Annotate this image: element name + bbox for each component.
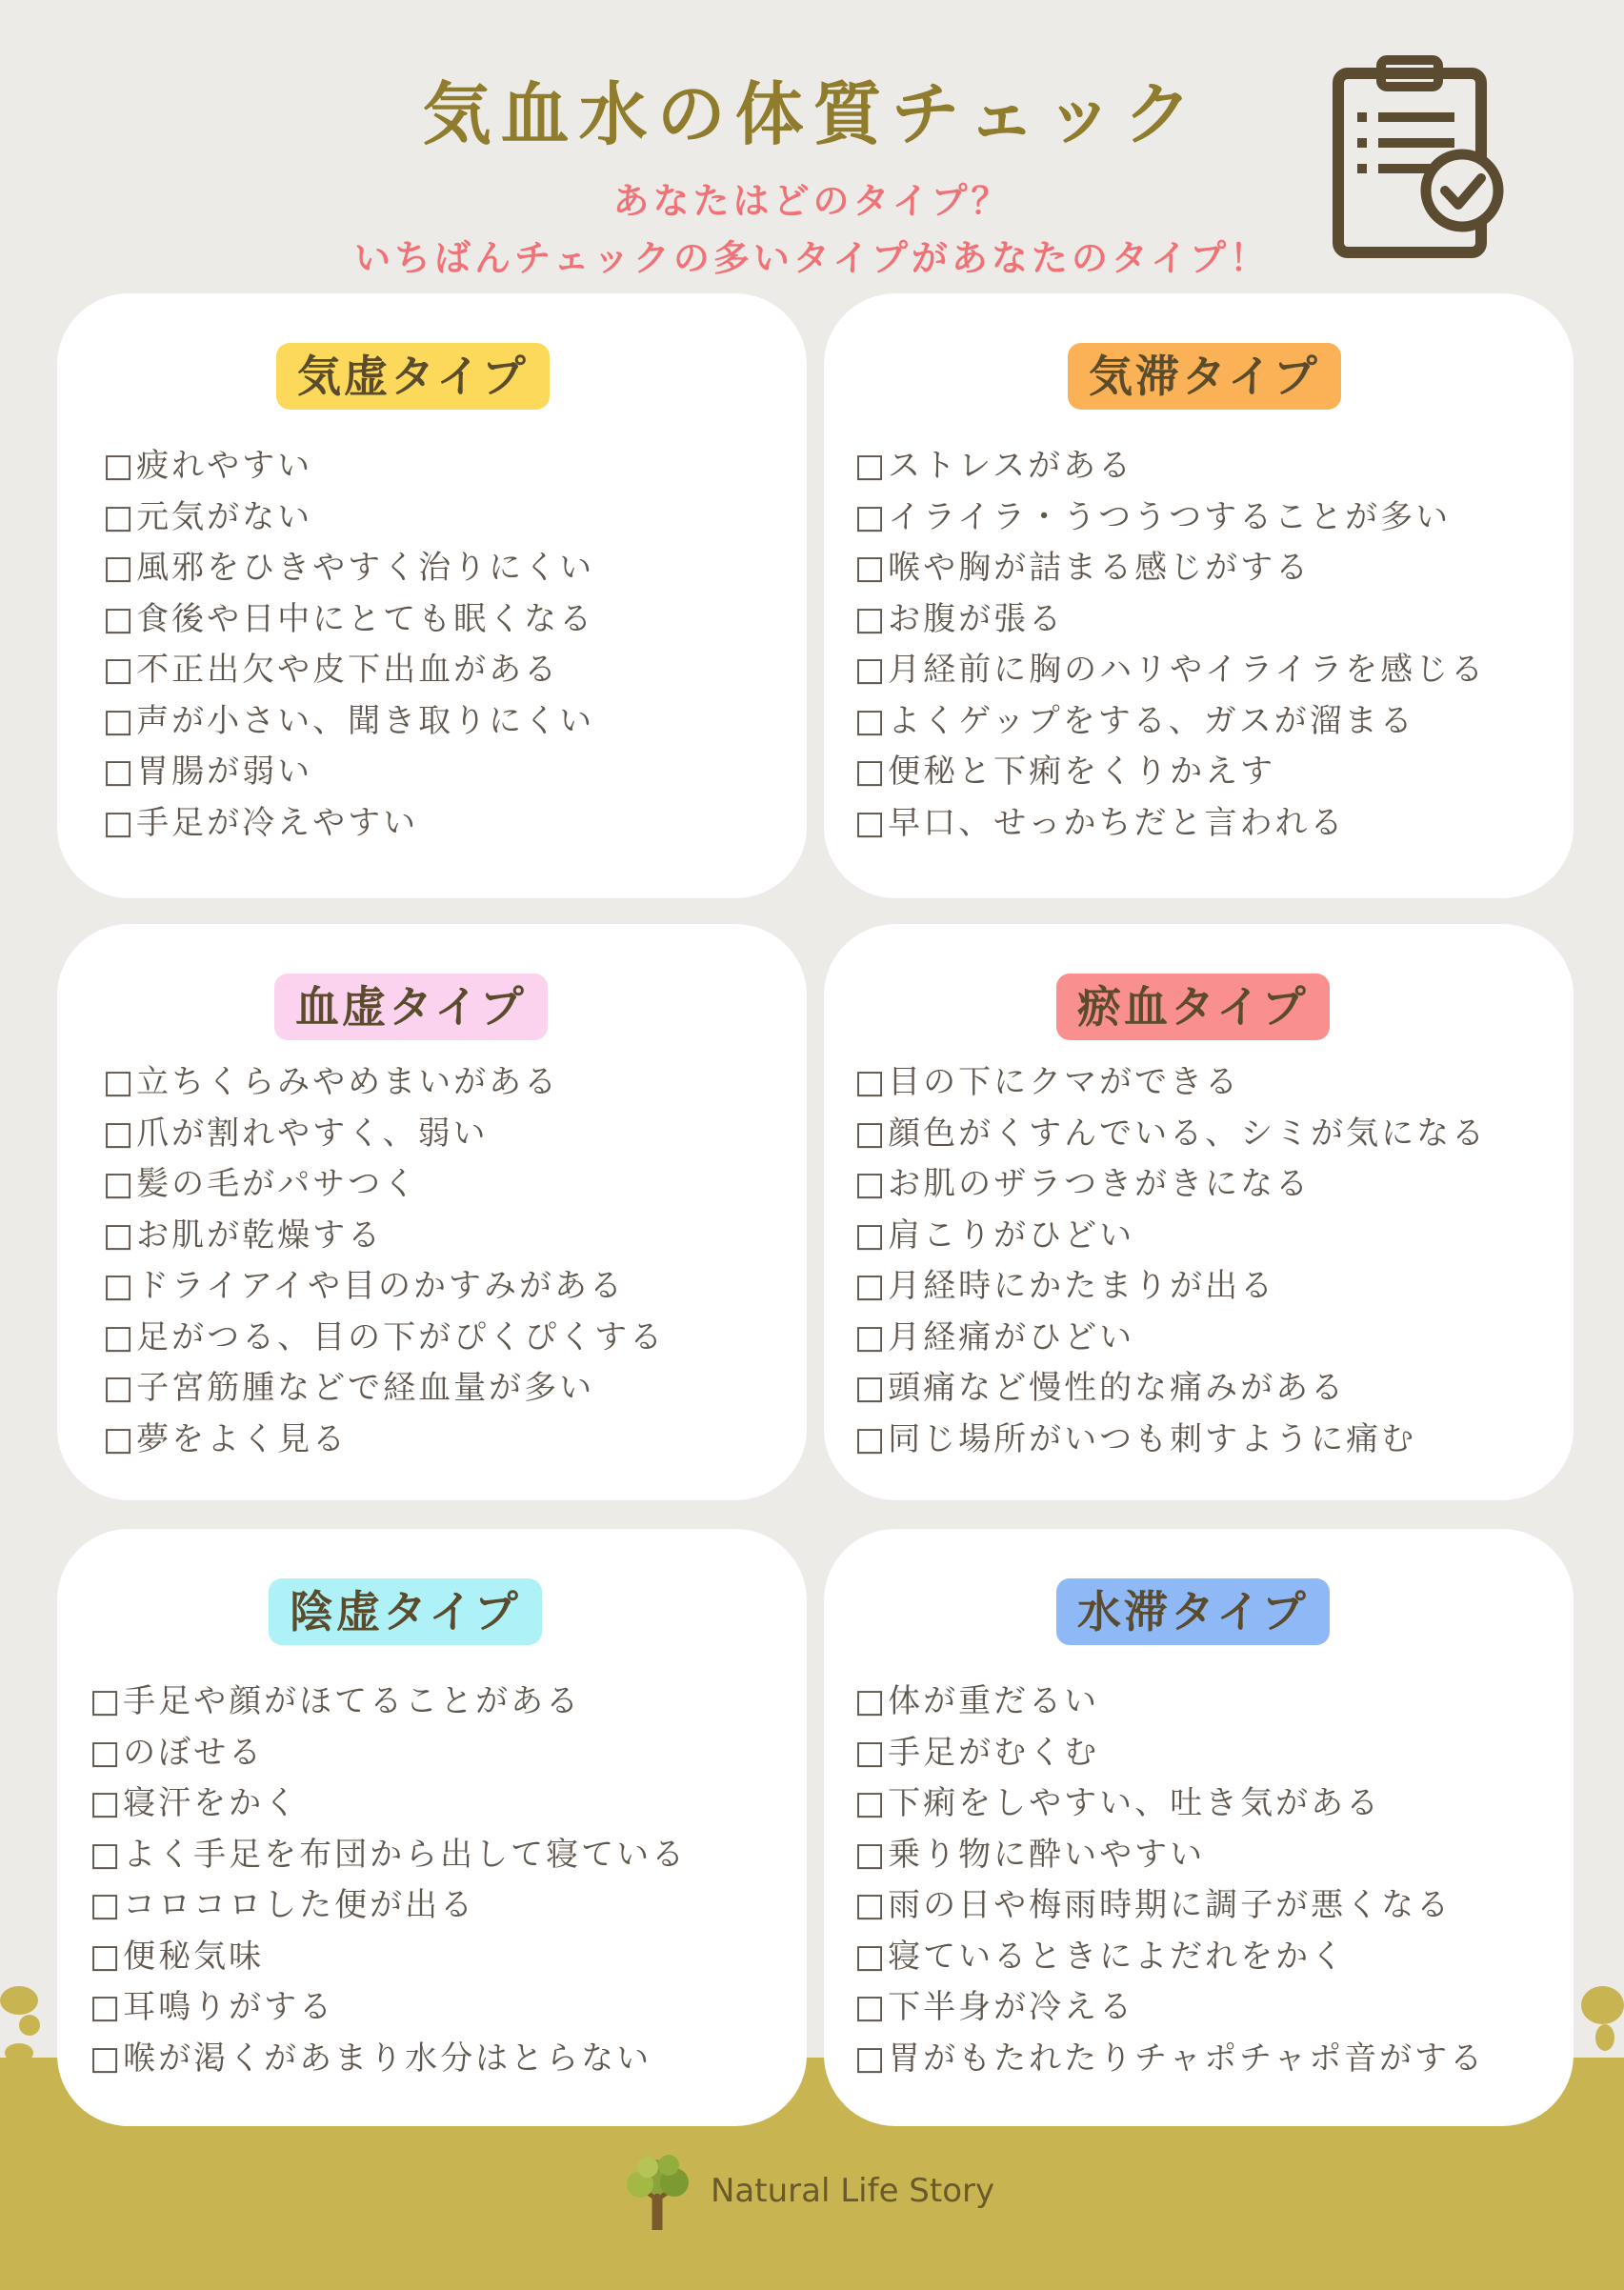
check-item[interactable]: □手足が冷えやすい <box>103 803 419 842</box>
check-item[interactable]: □早口、せっかちだと言われる <box>854 803 1346 842</box>
check-item[interactable]: □便秘気味 <box>90 1937 265 1976</box>
check-item[interactable]: □下半身が冷える <box>854 1988 1135 2026</box>
check-item[interactable]: □元気がない <box>103 497 313 536</box>
check-item[interactable]: □雨の日や梅雨時期に調子が悪くなる <box>854 1886 1453 1924</box>
check-item[interactable]: □喉が渇くがあまり水分はとらない <box>90 2039 652 2078</box>
card-oketsu <box>824 924 1574 1500</box>
check-item[interactable]: □頭痛など慢性的な痛みがある <box>854 1369 1347 1407</box>
clipboard-check-icon <box>1329 52 1519 262</box>
check-item[interactable]: □お腹が張る <box>854 599 1065 638</box>
check-item[interactable]: □寝汗をかく <box>90 1784 300 1822</box>
check-item[interactable]: □耳鳴りがする <box>90 1988 335 2026</box>
check-item[interactable]: □目の下にクマができる <box>854 1063 1241 1101</box>
type-badge: 気滞タイプ <box>1068 343 1341 410</box>
check-item[interactable]: □同じ場所がいつも刺すように痛む <box>854 1419 1417 1458</box>
type-badge: 気虚タイプ <box>276 343 550 410</box>
checklist <box>854 441 1486 849</box>
check-item[interactable]: □立ちくらみやめまいがある <box>103 1063 560 1101</box>
card-kekkyo <box>57 924 807 1500</box>
check-item[interactable]: □手足がむくむ <box>854 1733 1100 1772</box>
card-kitai <box>824 293 1574 898</box>
check-item[interactable]: □乗り物に酔いやすい <box>854 1835 1206 1874</box>
check-item[interactable]: □風邪をひきやすく治りにくい <box>103 549 595 587</box>
check-item[interactable]: □月経前に胸のハリやイライラを感じる <box>854 651 1487 689</box>
check-item[interactable]: □体が重だるい <box>854 1682 1100 1720</box>
tree-icon <box>619 2150 695 2232</box>
check-item[interactable]: □お肌が乾燥する <box>103 1215 384 1255</box>
paint-splash <box>1581 1986 1624 2024</box>
check-item[interactable]: □夢をよく見る <box>103 1419 349 1458</box>
card-kikyo <box>57 293 807 898</box>
check-item[interactable]: □食後や日中にとても眠くなる <box>103 599 595 638</box>
type-badge: 陰虚タイプ <box>269 1578 542 1645</box>
paint-splash <box>0 1986 38 2015</box>
paint-splash <box>1595 2024 1614 2051</box>
checklist <box>854 1677 1485 2084</box>
page-subtitle: あなたはどのタイプ？ <box>612 180 1012 222</box>
check-item[interactable]: □髪の毛がパサつく <box>103 1165 419 1203</box>
card-inkyo <box>57 1529 807 2126</box>
type-badge: 水滞タイプ <box>1056 1578 1330 1645</box>
check-item[interactable]: □子宮筋腫などで経血量が多い <box>103 1369 595 1407</box>
check-item[interactable]: □下痢をしやすい、吐き気がある <box>854 1784 1382 1822</box>
check-item[interactable]: □顔色がくすんでいる、シミが気になる <box>854 1114 1488 1153</box>
check-item[interactable]: □足がつる、目の下がぴくぴくする <box>103 1317 666 1356</box>
check-item[interactable]: □お肌のザラつきがきになる <box>854 1165 1312 1203</box>
check-item[interactable]: □声が小さい、聞き取りにくい <box>103 701 595 740</box>
check-item[interactable]: □疲れやすい <box>103 447 313 485</box>
paint-splash <box>19 2015 40 2036</box>
check-item[interactable]: □ドライアイや目のかすみがある <box>103 1267 626 1305</box>
check-item[interactable]: □コロコロした便が出る <box>90 1886 476 1924</box>
check-item[interactable]: □月経時にかたまりが出る <box>854 1267 1276 1305</box>
type-badge: 瘀血タイプ <box>1056 974 1330 1040</box>
check-item[interactable]: □イライラ・うつうつすることが多い <box>854 497 1452 536</box>
check-item[interactable]: □便秘と下痢をくりかえす <box>854 753 1276 791</box>
check-item[interactable]: □月経痛がひどい <box>854 1317 1135 1356</box>
checklist <box>103 441 594 849</box>
brand-logo <box>619 2148 994 2234</box>
check-item[interactable]: □胃腸が弱い <box>103 753 313 791</box>
check-item[interactable]: □寝ているときによだれをかく <box>854 1937 1347 1976</box>
checklist <box>103 1057 665 1465</box>
checklist <box>854 1057 1487 1465</box>
check-item[interactable]: □喉や胸が詰まる感じがする <box>854 549 1312 587</box>
check-item[interactable]: □よくゲップをする、ガスが溜まる <box>854 701 1415 740</box>
check-item[interactable]: □胃がもたれたりチャポチャポ音がする <box>854 2039 1486 2078</box>
check-item[interactable]: □肩こりがひどい <box>854 1215 1135 1255</box>
page-subtitle-2: いちばんチェックの多いタイプがあなたのタイプ！ <box>353 237 1271 279</box>
page-title: 気血水の体質チェック <box>422 74 1202 154</box>
check-item[interactable]: □のぼせる <box>90 1733 265 1772</box>
checklist <box>90 1677 687 2084</box>
check-item[interactable]: □爪が割れやすく、弱い <box>103 1114 489 1153</box>
check-item[interactable]: □不正出欠や皮下出血がある <box>103 651 560 689</box>
card-suitai <box>824 1529 1574 2126</box>
brand-name: Natural Life Story <box>711 2172 995 2210</box>
check-item[interactable]: □手足や顔がほてることがある <box>90 1682 582 1720</box>
check-item[interactable]: □ストレスがある <box>854 447 1134 485</box>
paint-splash <box>5 2043 33 2062</box>
type-badge: 血虚タイプ <box>274 974 548 1040</box>
check-item[interactable]: □よく手足を布団から出して寝ている <box>90 1835 688 1874</box>
